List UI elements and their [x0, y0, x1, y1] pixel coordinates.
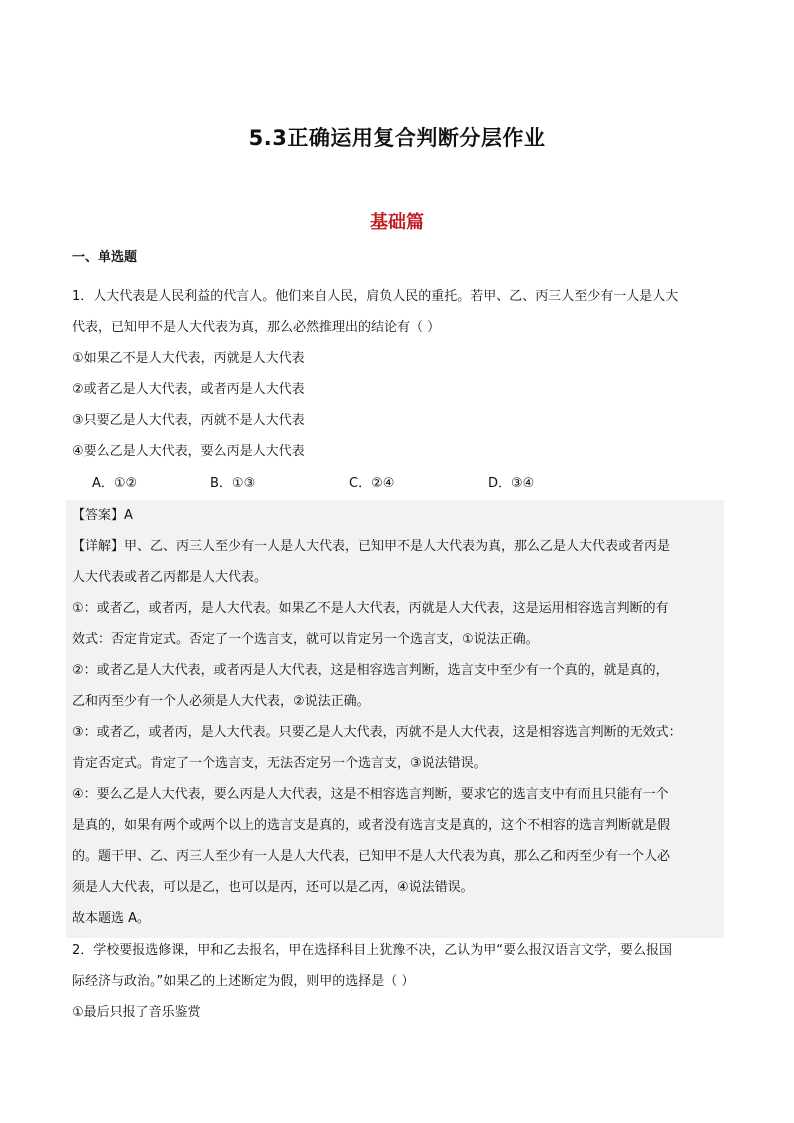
q2-stem-line-1: 2．学校要报选修课，甲和乙去报名，甲在选择科目上犹豫不决，乙认为甲“要么报汉语言文学，要么报国 [72, 943, 673, 958]
q2-stem-line-2: 际经济与政治。”如果乙的上述断定为假，则甲的选择是（ ） [72, 974, 415, 989]
q1-item-2: ②或者乙是人大代表，或者丙是人大代表 [72, 382, 305, 397]
document-title: 5.3正确运用复合判断分层作业 [248, 126, 546, 150]
q1-stem-line-1: 1．人大代表是人民利益的代言人。他们来自人民，肩负人民的重托。若甲、乙、丙三人至少有一人是人大 [72, 289, 679, 304]
analysis-line-5: ②：或者乙是人大代表，或者丙是人大代表，这是相容选言判断，选言支中至少有一个真的，就是真的， [72, 663, 669, 678]
analysis-line-9: ④：要么乙是人大代表，要么丙是人大代表，这是不相容选言判断，要求它的选言支中有而且只能有一个 [72, 787, 669, 802]
analysis-line-6: 乙和丙至少有一个人必须是人大代表，②说法正确。 [72, 694, 370, 709]
analysis-line-3: ①：或者乙，或者丙，是人大代表。如果乙不是人大代表，丙就是人大代表，这是运用相容选言判断的有 [72, 601, 669, 616]
analysis-line-7: ③：或者乙，或者丙，是人大代表。只要乙是人大代表，丙就不是人大代表，这是相容选言判断的无效式： [72, 725, 682, 740]
q1-stem-line-2: 代表，已知甲不是人大代表为真，那么必然推理出的结论有（ ） [72, 320, 441, 335]
analysis-line-2: 人大代表或者乙丙都是人大代表。 [72, 570, 268, 585]
analysis-line-8: 肯定否定式。肯定了一个选言支，无法否定另一个选言支，③说法错误。 [72, 756, 487, 771]
q1-option-d: D．③④ [488, 476, 535, 491]
q1-item-4: ④要么乙是人大代表，要么丙是人大代表 [72, 444, 305, 459]
q1-item-3: ③只要乙是人大代表，丙就不是人大代表 [72, 413, 305, 428]
analysis-line-1: 【详解】甲、乙、丙三人至少有一人是人大代表，已知甲不是人大代表为真，那么乙是人大代表或者丙是 [72, 539, 671, 554]
q1-option-b: B．①③ [210, 476, 256, 491]
question-type-heading: 一、单选题 [72, 250, 138, 265]
q1-item-1: ①如果乙不是人大代表，丙就是人大代表 [72, 351, 305, 366]
answer-line: 【答案】A [72, 508, 133, 523]
analysis-line-10: 是真的，如果有两个或两个以上的选言支是真的，或者没有选言支是真的，这个不相容的选言判断就是假 [72, 818, 671, 833]
section-title: 基础篇 [370, 212, 424, 233]
analysis-line-12: 须是人大代表，可以是乙，也可以是丙，还可以是乙丙，④说法错误。 [72, 880, 474, 895]
analysis-shaded-block [66, 500, 724, 938]
q2-item-1: ①最后只报了音乐鉴赏 [72, 1005, 201, 1020]
q1-option-a: A．①② [92, 476, 138, 491]
q1-option-c: C．②④ [349, 476, 395, 491]
analysis-line-11: 的。题干甲、乙、丙三人至少有一人是人大代表，已知甲不是人大代表为真，那么乙和丙至少有一个人必 [72, 849, 671, 864]
analysis-conclusion: 故本题选 A。 [72, 911, 151, 926]
analysis-line-4: 效式：否定肯定式。否定了一个选言支，就可以肯定另一个选言支，①说法正确。 [72, 632, 539, 647]
